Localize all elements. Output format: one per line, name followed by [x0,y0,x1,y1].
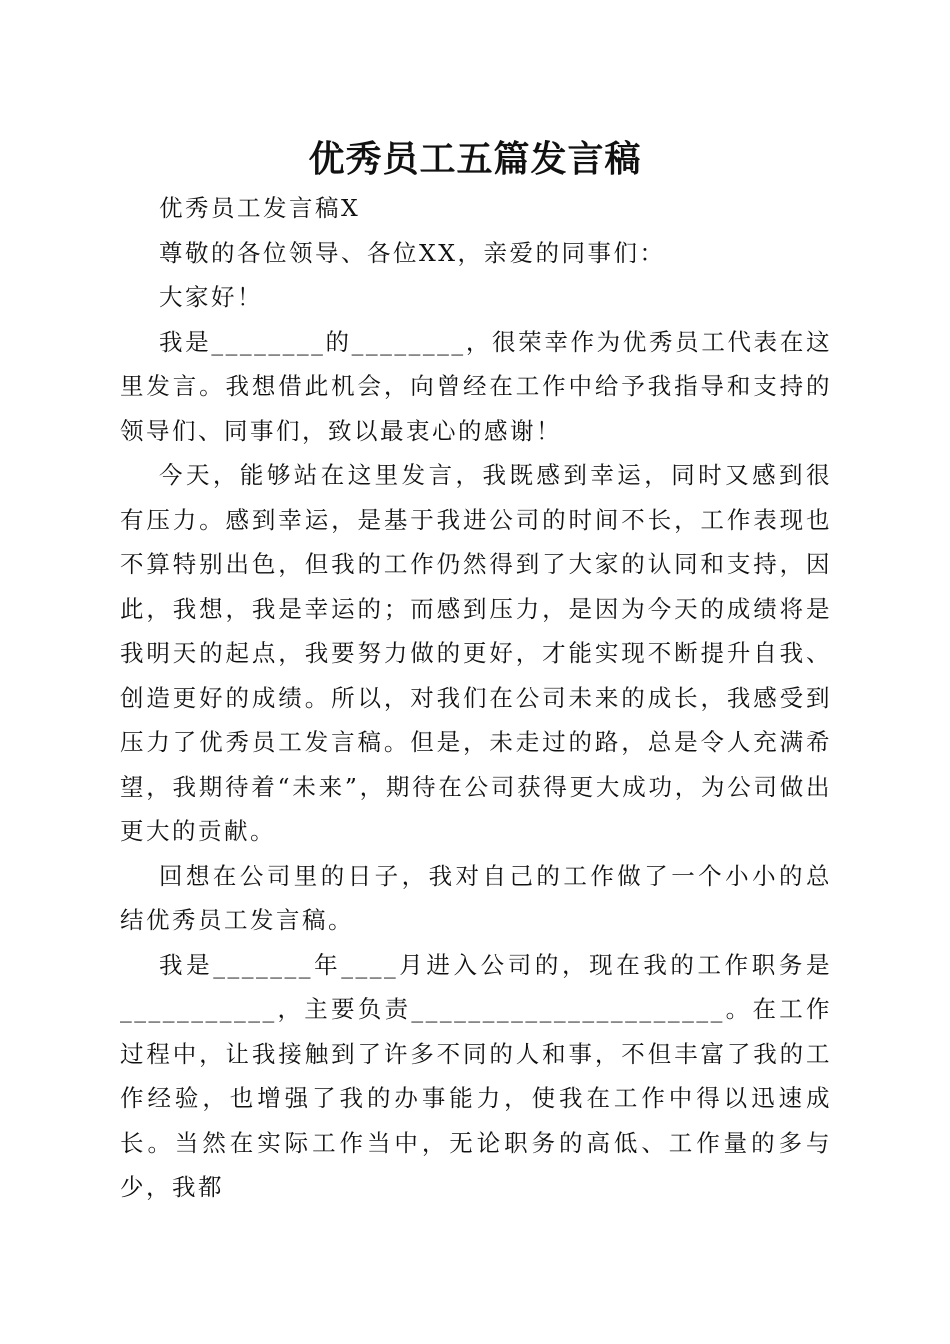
document-body [120,186,832,1210]
paragraph-introduction: 我是________的________，很荣幸作为优秀员工代表在这里发言。我想借此机会，向曾经在工作中给予我指导和支持的领导们、同事们，致以最衷心的感谢！ [120,327,832,445]
paragraph-work-details: 我是_______年____月进入公司的，现在我的工作职务是___________，主要负责______________________。在工作过程中，让我接触到了许多不同的人和事，不但丰富了我的工作经验，也增强了我的办事能力，使我在工作中得以迅速成长。当然在实际工作当中，无论职务的高低、工作量的多与少，我都 [120,950,832,1201]
paragraph-feelings: 今天，能够站在这里发言，我既感到幸运，同时又感到很有压力。感到幸运，是基于我进公司的时间不长，工作表现也不算特别出色，但我的工作仍然得到了大家的认同和支持，因此，我想，我是幸运的；而感到压力，是因为今天的成绩将是我明天的起点，我要努力做的更好，才能实现不断提升自我、创造更好的成绩。所以，对我们在公司未来的成长，我感受到压力了优秀员工发言稿。但是，未走过的路，总是令人充满希望，我期待着“未来”，期待在公司获得更大成功，为公司做出更大的贡献。 [120,461,832,845]
paragraph-heading: 优秀员工发言稿X [159,194,361,222]
paragraph-summary-intro: 回想在公司里的日子，我对自己的工作做了一个小小的总结优秀员工发言稿。 [120,861,832,934]
paragraph-salutation: 尊敬的各位领导、各位XX，亲爱的同事们： [159,238,666,267]
paragraph-greeting: 大家好！ [159,283,263,311]
document-title: 优秀员工五篇发言稿 [308,138,642,180]
